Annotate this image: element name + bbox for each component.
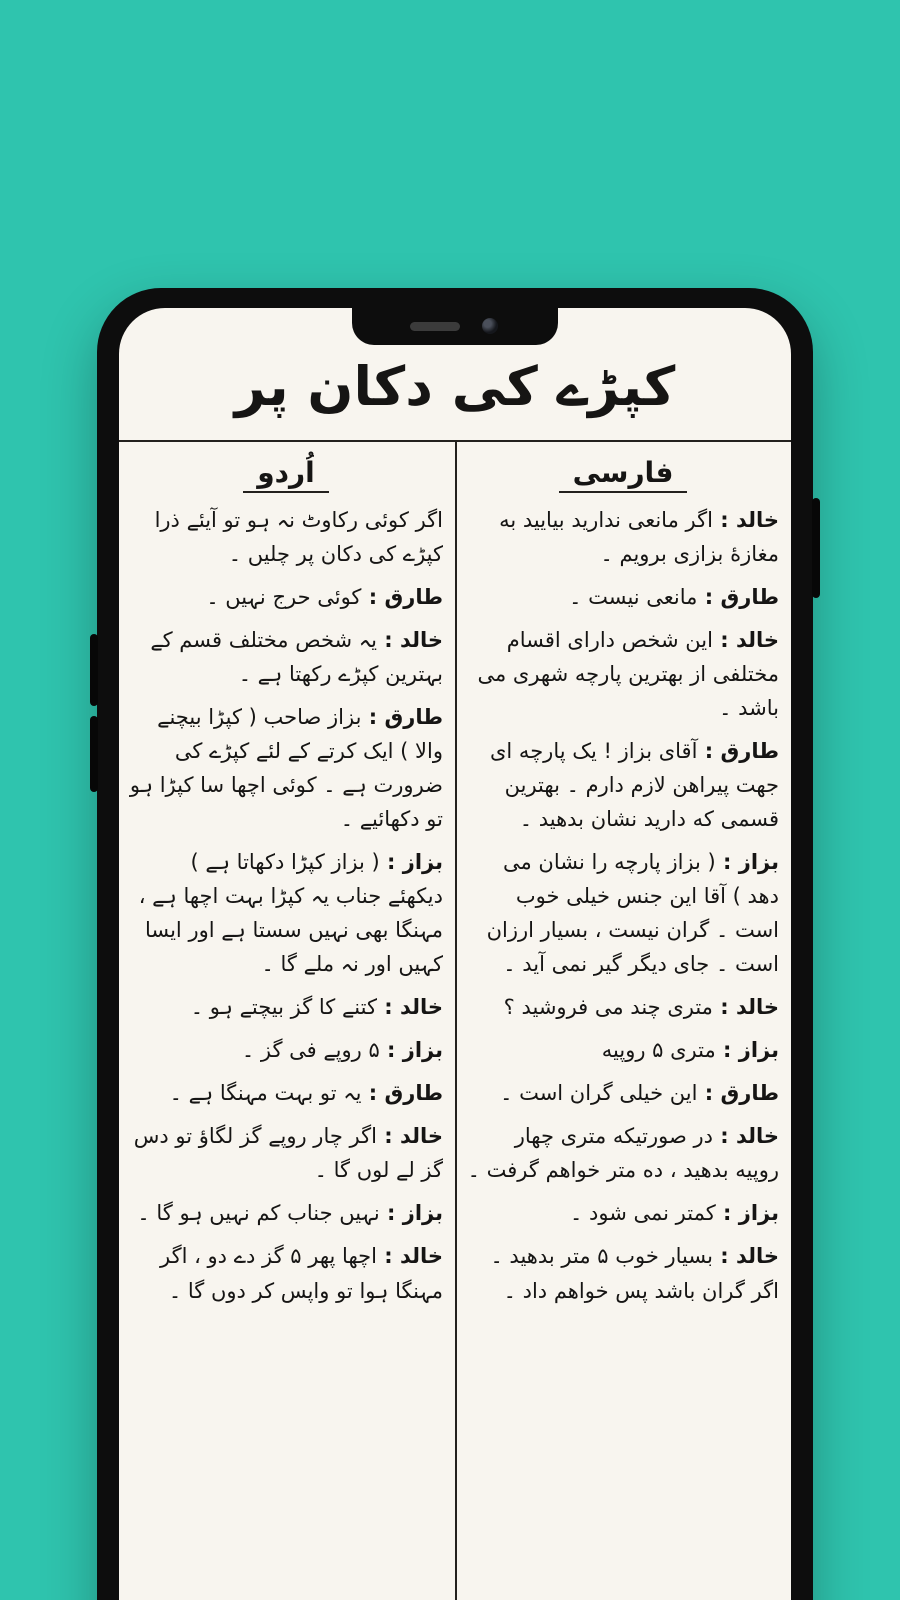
power-button — [812, 498, 820, 598]
speaker-name: بزاز : — [715, 1201, 779, 1226]
columns — [119, 442, 791, 1600]
dialogue-line: بزاز : ( بزاز کپڑا دکھاتا ہے ) دیکھئے جناب یہ کپڑا بہت اچھا ہے ، مہنگا بھی نہیں سستا ہے اور ایسا کہیں اور نہ ملے گا ۔ — [138, 850, 443, 977]
speaker-name: بزاز : — [715, 850, 779, 875]
speaker-name: خالد : — [376, 1244, 443, 1269]
dialogue-line: طارق : یہ تو بہت مہنگا ہے ۔ — [169, 1081, 443, 1106]
column-header-urdu-label: اُردو — [243, 456, 329, 493]
dialogue-line: خالد : در صورتیکه متری چهار روپیه بدهید ، ده متر خواهم گرفت ۔ — [467, 1124, 779, 1183]
speaker-name: خالد : — [376, 1124, 443, 1149]
speaker-name: طارق : — [697, 585, 779, 610]
dialogue-line: طارق : بزاز صاحب ( کپڑا بیچنے والا ) ایک کرتے کے لئے کپڑے کی ضرورت ہے ۔ کوئی اچھا سا کپڑا ہو تو دکھائیے ۔ — [129, 705, 443, 832]
dialogue-line: بزاز : کمتر نمی شود ۔ — [570, 1201, 779, 1226]
front-camera — [482, 318, 498, 334]
dialogue-line: طارق : این خیلی گران است ۔ — [500, 1081, 779, 1106]
dialogue-line: بزاز : متری ۵ روپیه — [601, 1038, 779, 1063]
speaker-name: بزاز : — [379, 1201, 443, 1226]
speaker-name: خالد : — [712, 1244, 779, 1269]
speaker-name: خالد : — [712, 1124, 779, 1149]
dialogue-line: طارق : آقای بزاز ! یک پارچه ای جهت پیراهن لازم دارم ۔ بهترین قسمی که دارید نشان بدهید ۔ — [489, 739, 779, 832]
dialogue-line: طارق : کوئی حرج نہیں ۔ — [206, 585, 443, 610]
speaker-name: طارق : — [361, 1081, 443, 1106]
phone-screen — [119, 308, 791, 1600]
speaker-grille — [410, 322, 460, 331]
speaker-name: خالد : — [376, 995, 443, 1020]
page-title: کپڑے کی دکان پر — [234, 355, 676, 418]
speaker-name: بزاز : — [715, 1038, 779, 1063]
dialogue-lines-urdu — [129, 503, 443, 1307]
book-page — [119, 308, 791, 1600]
dialogue-line: اگر کوئی رکاوٹ نہ ہو تو آیئے ذرا کپڑے کی دکان پر چلیں ۔ — [154, 508, 443, 567]
dialogue-line: خالد : کتنے کا گز بیچتے ہو ۔ — [190, 995, 443, 1020]
dialogue-line: خالد : یہ شخص مختلف قسم کے بہترین کپڑے رکھتا ہے ۔ — [150, 628, 443, 687]
speaker-name: خالد : — [712, 628, 779, 653]
dialogue-line: خالد : بسیار خوب ۵ متر بدهید ۔ اگر گران باشد پس خواهم داد ۔ — [490, 1244, 779, 1303]
notch — [352, 308, 558, 345]
speaker-name: طارق : — [361, 705, 443, 730]
column-urdu — [119, 442, 455, 1600]
speaker-name: بزاز : — [379, 1038, 443, 1063]
dialogue-lines-farsi — [467, 503, 779, 1307]
dialogue-line: خالد : اگر مانعی ندارید بیایید به مغازهٔ بزازی برویم ۔ — [499, 508, 779, 567]
column-header-farsi — [467, 456, 779, 489]
column-header-urdu — [129, 456, 443, 489]
speaker-name: خالد : — [376, 628, 443, 653]
column-farsi — [455, 442, 791, 1600]
volume-up-button — [90, 634, 98, 706]
dialogue-line: خالد : اگر چار روپے گز لگاؤ تو دس گز لے لوں گا ۔ — [133, 1124, 443, 1183]
dialogue-line: بزاز : ۵ روپے فی گز ۔ — [241, 1038, 443, 1063]
speaker-name: بزاز : — [379, 850, 443, 875]
volume-down-button — [90, 716, 98, 792]
speaker-name: طارق : — [361, 585, 443, 610]
column-header-farsi-label: فارسی — [559, 456, 688, 493]
dialogue-line: خالد : اچھا پھر ۵ گز دے دو ، اگر مہنگا ہوا تو واپس کر دوں گا ۔ — [159, 1244, 443, 1303]
dialogue-line: خالد : متری چند می فروشید ؟ — [503, 995, 779, 1020]
dialogue-line: طارق : مانعی نیست ۔ — [569, 585, 779, 610]
speaker-name: خالد : — [712, 508, 779, 533]
speaker-name: طارق : — [697, 1081, 779, 1106]
dialogue-line: بزاز : ( بزاز پارچه را نشان می دهد ) آقا این جنس خیلی خوب است ۔ گران نیست ، بسیار ارزان است ۔ جای دیگر گیر نمی آید ۔ — [486, 850, 779, 977]
dialogue-line: بزاز : نہیں جناب کم نہیں ہو گا ۔ — [137, 1201, 443, 1226]
speaker-name: خالد : — [712, 995, 779, 1020]
phone-frame — [97, 288, 813, 1600]
speaker-name: طارق : — [697, 739, 779, 764]
dialogue-line: خالد : این شخص دارای اقسام مختلفی از بهترین پارچه شهری می باشد ۔ — [477, 628, 779, 721]
